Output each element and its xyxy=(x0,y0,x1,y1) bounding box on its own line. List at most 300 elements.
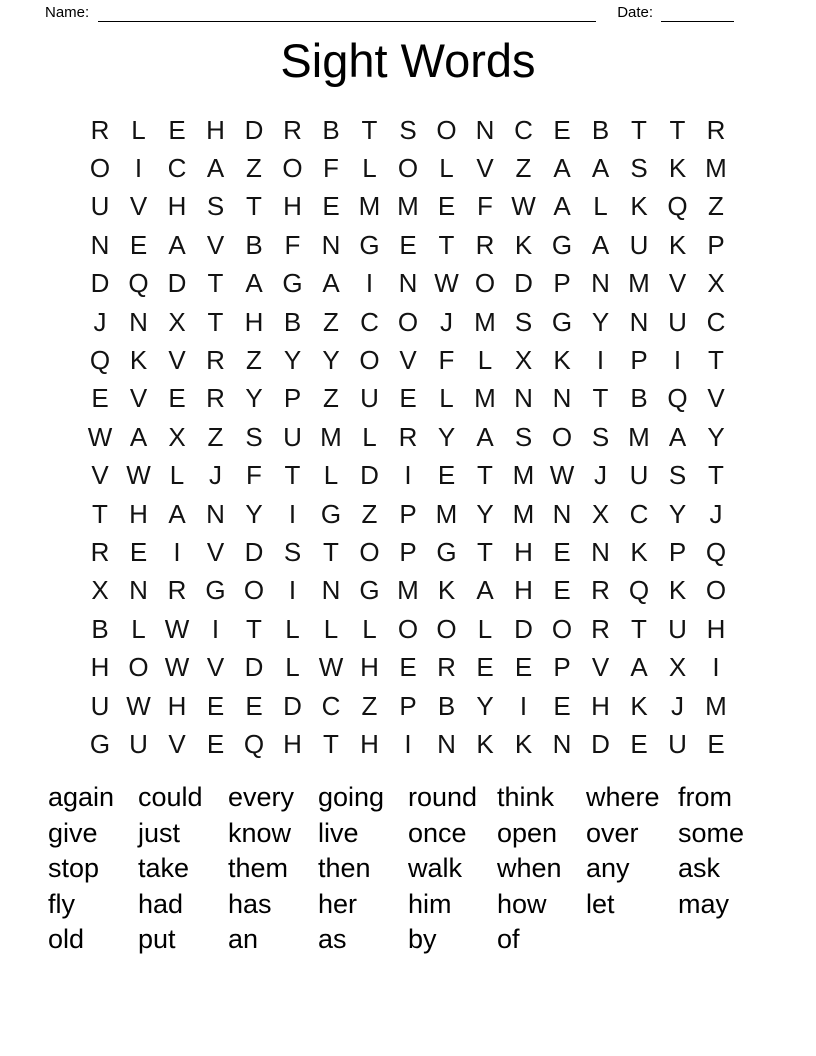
grid-letter: N xyxy=(475,114,495,145)
word-list-item: from xyxy=(678,782,732,813)
grid-letter: E xyxy=(553,690,571,721)
grid-letter: U xyxy=(90,690,110,721)
grid-letter: M xyxy=(705,153,727,184)
grid-letter: T xyxy=(246,191,262,222)
grid-letter: X xyxy=(514,345,533,376)
grid-letter: Z xyxy=(708,191,724,222)
grid-letter: H xyxy=(591,690,610,721)
grid-letter: V xyxy=(206,536,225,567)
word-list-item: let xyxy=(586,888,615,919)
grid-letter: L xyxy=(439,153,454,184)
grid-letter: Y xyxy=(245,383,263,414)
word-list-item: her xyxy=(318,888,358,919)
word-list-item: put xyxy=(138,924,176,955)
grid-letter: Y xyxy=(437,421,456,452)
grid-letter: K xyxy=(630,536,648,567)
grid-letter: O xyxy=(551,613,573,644)
grid-letter: J xyxy=(671,690,684,721)
grid-letter: N xyxy=(591,268,610,299)
grid-letter: U xyxy=(129,728,148,759)
grid-letter: N xyxy=(129,575,148,606)
grid-letter: U xyxy=(629,460,649,491)
grid-letter: J xyxy=(440,306,453,337)
grid-letter: T xyxy=(438,229,455,260)
grid-letter: V xyxy=(668,268,687,299)
grid-letter: Y xyxy=(591,306,610,337)
word-list-item: walk xyxy=(408,853,463,884)
grid-letter: G xyxy=(359,575,380,606)
grid-letter: S xyxy=(399,114,417,145)
grid-letter: E xyxy=(553,536,571,567)
grid-letter: M xyxy=(474,306,496,337)
word-list-item: again xyxy=(48,782,115,813)
grid-letter: L xyxy=(362,153,377,184)
grid-letter: U xyxy=(668,613,687,644)
grid-letter: Z xyxy=(323,383,339,414)
grid-letter: O xyxy=(436,613,457,644)
grid-letter: M xyxy=(358,191,381,222)
grid-letter: T xyxy=(477,536,493,567)
grid-letter: G xyxy=(282,268,303,299)
grid-letter: T xyxy=(708,345,724,376)
grid-letter: B xyxy=(245,229,263,260)
grid-letter: C xyxy=(321,690,341,721)
grid-letter: X xyxy=(707,268,725,299)
grid-letter: R xyxy=(283,114,302,145)
grid-letter: T xyxy=(323,536,339,567)
grid-letter: Y xyxy=(283,345,302,376)
grid-letter: Q xyxy=(89,345,111,376)
word-list-item: once xyxy=(408,817,467,848)
grid-letter: N xyxy=(206,498,225,529)
grid-letter: N xyxy=(552,498,572,529)
grid-letter: B xyxy=(630,383,648,414)
grid-letter: Y xyxy=(476,690,494,721)
grid-letter: E xyxy=(399,652,417,683)
grid-letter: O xyxy=(243,575,265,606)
grid-letter: P xyxy=(283,383,302,414)
grid-letter: E xyxy=(553,114,571,145)
grid-letter: R xyxy=(206,345,225,376)
grid-letter: E xyxy=(399,383,417,414)
grid-letter: D xyxy=(283,690,302,721)
grid-letter: C xyxy=(629,498,649,529)
puzzle-grid xyxy=(81,111,736,764)
grid-letter: D xyxy=(244,652,264,683)
grid-letter: V xyxy=(206,652,225,683)
grid-letter: P xyxy=(399,536,417,567)
grid-letter: J xyxy=(209,460,222,491)
grid-letter: K xyxy=(476,728,494,759)
grid-letter: N xyxy=(552,728,572,759)
worksheet-header xyxy=(45,4,742,22)
grid-letter: S xyxy=(630,153,648,184)
grid-letter: I xyxy=(288,575,297,606)
grid-letter: O xyxy=(474,268,496,299)
grid-letter: T xyxy=(477,460,493,491)
grid-letter: M xyxy=(512,498,535,529)
grid-letter: P xyxy=(707,229,725,260)
grid-letter: R xyxy=(591,613,610,644)
grid-letter: O xyxy=(705,575,727,606)
grid-letter: S xyxy=(514,306,533,337)
grid-letter: P xyxy=(399,690,417,721)
grid-letter: Y xyxy=(668,498,687,529)
grid-letter: L xyxy=(131,613,146,644)
grid-letter: I xyxy=(211,613,220,644)
grid-letter: D xyxy=(244,536,264,567)
word-list-item: has xyxy=(228,888,272,919)
grid-letter: P xyxy=(553,268,571,299)
grid-letter: W xyxy=(318,652,344,683)
grid-letter: H xyxy=(283,191,302,222)
grid-letter: J xyxy=(93,306,107,337)
grid-letter: T xyxy=(669,114,686,145)
grid-letter: A xyxy=(245,268,263,299)
grid-letter: E xyxy=(129,536,148,567)
grid-letter: M xyxy=(474,383,496,414)
grid-letter: N xyxy=(129,306,148,337)
grid-letter: H xyxy=(90,652,110,683)
grid-letter: H xyxy=(167,191,187,222)
grid-letter: A xyxy=(553,191,571,222)
grid-letter: F xyxy=(246,460,262,491)
grid-letter: E xyxy=(322,191,340,222)
grid-letter: W xyxy=(126,690,151,721)
grid-letter: V xyxy=(129,191,148,222)
grid-letter: H xyxy=(514,575,533,606)
grid-letter: S xyxy=(283,536,302,567)
word-list-item: as xyxy=(318,924,347,955)
word-list-item: by xyxy=(408,924,437,955)
grid-letter: J xyxy=(709,498,723,529)
grid-letter: H xyxy=(206,114,225,145)
grid-letter: D xyxy=(591,728,610,759)
grid-letter: L xyxy=(323,613,339,644)
grid-letter: U xyxy=(90,191,110,222)
word-list-item: an xyxy=(228,924,259,955)
grid-letter: W xyxy=(164,652,190,683)
grid-letter: E xyxy=(437,460,456,491)
grid-letter: V xyxy=(206,229,225,260)
grid-letter: I xyxy=(519,690,528,721)
word-list-item: them xyxy=(228,853,289,884)
grid-letter: K xyxy=(668,229,687,260)
word-list-item: think xyxy=(497,782,555,813)
grid-letter: P xyxy=(399,498,417,529)
grid-letter: G xyxy=(89,728,111,759)
grid-letter: C xyxy=(360,306,379,337)
grid-letter: H xyxy=(360,728,379,759)
grid-letter: X xyxy=(91,575,109,606)
word-list-item: then xyxy=(318,853,371,884)
grid-letter: C xyxy=(167,153,187,184)
grid-letter: H xyxy=(283,728,302,759)
grid-letter: M xyxy=(705,690,727,721)
grid-letter: D xyxy=(514,613,533,644)
grid-letter: T xyxy=(708,460,724,491)
grid-letter: E xyxy=(91,383,109,414)
grid-letter: E xyxy=(245,690,263,721)
grid-letter: T xyxy=(207,268,224,299)
grid-letter: E xyxy=(437,191,456,222)
grid-letter: A xyxy=(476,575,494,606)
grid-letter: E xyxy=(168,114,186,145)
grid-letter: K xyxy=(630,191,648,222)
grid-letter: Q xyxy=(705,536,727,567)
grid-letter: X xyxy=(168,306,186,337)
grid-letter: L xyxy=(362,613,377,644)
word-list-item: give xyxy=(48,817,98,848)
grid-letter: A xyxy=(476,421,494,452)
grid-letter: O xyxy=(359,345,380,376)
grid-letter: K xyxy=(514,728,533,759)
grid-letter: K xyxy=(129,345,148,376)
grid-letter: Y xyxy=(245,498,263,529)
grid-letter: N xyxy=(321,575,341,606)
grid-letter: M xyxy=(397,575,419,606)
grid-letter: V xyxy=(591,652,610,683)
grid-letter: V xyxy=(168,345,186,376)
word-list-item: live xyxy=(318,817,359,848)
word-list xyxy=(48,780,760,958)
grid-letter: D xyxy=(167,268,187,299)
grid-letter: M xyxy=(397,191,419,222)
grid-letter: H xyxy=(514,536,533,567)
grid-letter: Y xyxy=(707,421,725,452)
word-list-item: just xyxy=(138,817,181,848)
word-list-item: know xyxy=(228,817,292,848)
grid-letter: I xyxy=(134,153,143,184)
grid-letter: W xyxy=(549,460,575,491)
grid-letter: E xyxy=(129,229,148,260)
grid-letter: O xyxy=(397,153,419,184)
grid-letter: X xyxy=(591,498,610,529)
grid-letter: M xyxy=(435,498,458,529)
grid-letter: G xyxy=(205,575,226,606)
grid-letter: S xyxy=(245,421,263,452)
grid-letter: I xyxy=(288,498,297,529)
word-list-item: any xyxy=(586,853,630,884)
grid-letter: M xyxy=(512,460,535,491)
date-blank-line xyxy=(661,5,734,22)
grid-letter: N xyxy=(90,229,110,260)
grid-letter: U xyxy=(629,229,649,260)
grid-letter: Z xyxy=(246,345,262,376)
grid-letter: L xyxy=(362,421,377,452)
grid-letter: R xyxy=(398,421,418,452)
grid-letter: G xyxy=(359,229,380,260)
page-title: Sight Words xyxy=(280,34,536,87)
grid-letter: A xyxy=(168,229,186,260)
name-blank-line xyxy=(98,5,596,22)
grid-letter: T xyxy=(207,306,224,337)
grid-letter: E xyxy=(630,728,648,759)
grid-letter: A xyxy=(553,153,571,184)
grid-letter: C xyxy=(706,306,726,337)
grid-letter: M xyxy=(628,268,650,299)
grid-letter: U xyxy=(360,383,379,414)
grid-letter: R xyxy=(90,536,110,567)
grid-letter: Q xyxy=(667,191,688,222)
grid-letter: B xyxy=(322,114,340,145)
grid-letter: F xyxy=(323,153,339,184)
grid-letter: E xyxy=(206,690,225,721)
grid-letter: I xyxy=(365,268,374,299)
grid-letter: L xyxy=(131,114,146,145)
grid-letter: K xyxy=(668,153,687,184)
grid-letter: N xyxy=(398,268,418,299)
grid-letter: W xyxy=(87,421,113,452)
grid-letter: E xyxy=(514,652,533,683)
grid-letter: K xyxy=(553,345,571,376)
word-list-item: may xyxy=(678,888,730,919)
word-list-item: some xyxy=(678,817,745,848)
grid-letter: R xyxy=(591,575,610,606)
grid-letter: O xyxy=(89,153,111,184)
grid-letter: T xyxy=(631,613,647,644)
grid-letter: U xyxy=(668,728,687,759)
word-list-item: had xyxy=(138,888,184,919)
grid-letter: E xyxy=(206,728,225,759)
grid-letter: A xyxy=(129,421,148,452)
grid-letter: S xyxy=(668,460,687,491)
grid-letter: R xyxy=(167,575,187,606)
grid-letter: T xyxy=(631,114,647,145)
word-list-item: going xyxy=(318,782,385,813)
grid-letter: K xyxy=(514,229,533,260)
grid-letter: O xyxy=(397,306,419,337)
grid-letter: Q xyxy=(243,728,265,759)
grid-letter: E xyxy=(168,383,186,414)
grid-letter: V xyxy=(168,728,186,759)
grid-letter: N xyxy=(514,383,533,414)
word-list-item: round xyxy=(408,782,478,813)
grid-letter: H xyxy=(360,652,379,683)
grid-letter: H xyxy=(706,613,726,644)
grid-letter: L xyxy=(285,613,300,644)
grid-letter: I xyxy=(173,536,181,567)
grid-letter: A xyxy=(168,498,186,529)
grid-letter: R xyxy=(206,383,225,414)
grid-letter: F xyxy=(284,229,301,260)
word-list-item: fly xyxy=(48,888,75,919)
grid-letter: X xyxy=(168,421,186,452)
grid-letter: T xyxy=(284,460,301,491)
grid-letter: A xyxy=(322,268,340,299)
grid-letter: M xyxy=(320,421,342,452)
word-list-item: where xyxy=(586,782,660,813)
grid-letter: L xyxy=(477,613,493,644)
grid-letter: M xyxy=(628,421,650,452)
grid-letter: L xyxy=(593,191,608,222)
grid-letter: X xyxy=(668,652,687,683)
grid-letter: Z xyxy=(515,153,532,184)
grid-letter: B xyxy=(283,306,302,337)
grid-letter: W xyxy=(126,460,151,491)
grid-letter: T xyxy=(246,613,262,644)
word-list-item: him xyxy=(408,888,452,919)
grid-letter: Z xyxy=(207,421,224,452)
grid-letter: R xyxy=(90,114,110,145)
grid-letter: W xyxy=(511,191,536,222)
grid-letter: P xyxy=(630,345,648,376)
grid-letter: B xyxy=(591,114,610,145)
grid-letter: F xyxy=(477,191,493,222)
grid-letter: O xyxy=(436,114,457,145)
grid-letter: O xyxy=(128,652,149,683)
word-list-item: could xyxy=(138,782,203,813)
grid-letter: V xyxy=(91,460,109,491)
grid-letter: Z xyxy=(361,690,378,721)
grid-letter: D xyxy=(90,268,110,299)
grid-letter: L xyxy=(323,460,339,491)
grid-letter: A xyxy=(591,229,610,260)
grid-letter: W xyxy=(164,613,190,644)
grid-letter: S xyxy=(206,191,225,222)
grid-letter: E xyxy=(476,652,494,683)
word-list-item: open xyxy=(497,817,558,848)
word-list-item: every xyxy=(228,782,295,813)
grid-letter: J xyxy=(594,460,607,491)
grid-letter: T xyxy=(92,498,108,529)
date-label: Date: xyxy=(617,4,654,21)
grid-letter: L xyxy=(169,460,185,491)
grid-letter: R xyxy=(437,652,456,683)
grid-letter: U xyxy=(283,421,302,452)
grid-letter: A xyxy=(668,421,687,452)
grid-letter: N xyxy=(321,229,341,260)
grid-letter: R xyxy=(475,229,495,260)
grid-letter: G xyxy=(436,536,457,567)
grid-letter: O xyxy=(282,153,303,184)
grid-letter: V xyxy=(707,383,725,414)
grid-letter: Z xyxy=(361,498,378,529)
grid-letter: G xyxy=(320,498,342,529)
grid-letter: I xyxy=(712,652,720,683)
word-list-item: stop xyxy=(48,853,100,884)
grid-letter: P xyxy=(668,536,687,567)
grid-letter: O xyxy=(397,613,419,644)
grid-letter: Y xyxy=(322,345,340,376)
grid-letter: D xyxy=(360,460,379,491)
grid-letter: A xyxy=(630,652,648,683)
word-list-item: of xyxy=(497,924,520,955)
word-list-item: how xyxy=(497,888,547,919)
grid-letter: I xyxy=(404,728,412,759)
grid-letter: K xyxy=(630,690,648,721)
grid-letter: Y xyxy=(476,498,494,529)
word-list-item: when xyxy=(497,853,562,884)
grid-letter: G xyxy=(551,306,573,337)
grid-letter: N xyxy=(591,536,610,567)
grid-letter: W xyxy=(434,268,459,299)
grid-letter: S xyxy=(591,421,610,452)
grid-letter: B xyxy=(437,690,456,721)
word-list-item: take xyxy=(138,853,190,884)
grid-letter: Q xyxy=(628,575,650,606)
grid-letter: I xyxy=(673,345,682,376)
grid-letter: B xyxy=(91,613,109,644)
grid-letter: T xyxy=(592,383,609,414)
word-list-item: ask xyxy=(678,853,721,884)
grid-letter: P xyxy=(553,652,571,683)
grid-letter: H xyxy=(129,498,148,529)
grid-letter: L xyxy=(285,652,300,683)
grid-letter: K xyxy=(668,575,687,606)
grid-letter: A xyxy=(206,153,225,184)
grid-letter: I xyxy=(596,345,605,376)
